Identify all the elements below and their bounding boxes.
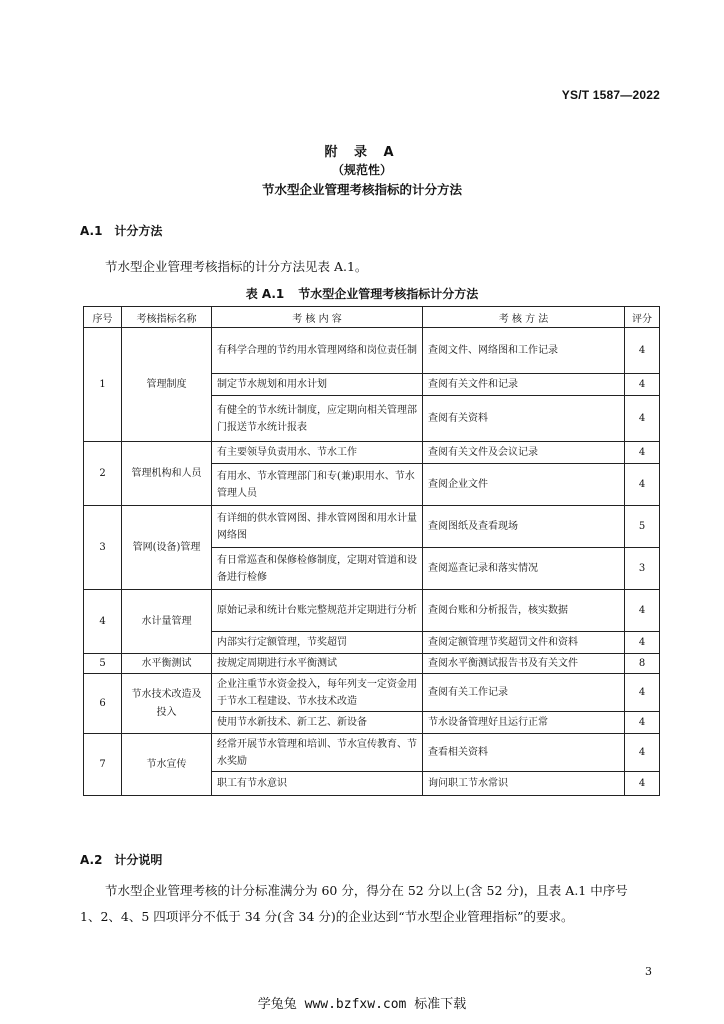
cell-serial-number: 6 [84, 674, 122, 734]
section-a1-title: 计分方法 [114, 224, 163, 238]
cell-content: 有日常巡查和保修检修制度，定期对管道和设备进行检修 [212, 548, 423, 590]
cell-method: 查阅巡查记录和落实情况 [423, 548, 625, 590]
standard-number: YS/T 1587—2022 [561, 88, 660, 102]
cell-serial-number: 2 [84, 442, 122, 506]
cell-indicator-name: 水计量管理 [122, 590, 212, 654]
cell-score: 4 [625, 374, 660, 396]
page-number: 3 [645, 965, 652, 978]
table-row [84, 734, 660, 772]
cell-serial-number: 7 [84, 734, 122, 796]
cell-score: 4 [625, 772, 660, 796]
cell-indicator-name: 管理制度 [122, 328, 212, 442]
appendix-name: 节水型企业管理考核指标的计分方法 [261, 182, 462, 197]
table-row [84, 654, 660, 674]
cell-content: 制定节水规划和用水计划 [212, 374, 423, 396]
section-a2-heading [80, 851, 162, 868]
section-a2-paragraph: 节水型企业管理考核的计分标准满分为 60 分，得分在 52 分以上(含 52 分)，且表 A.1 中序号 1、2、4、5 四项评分不低于 34 分(含 34 分)的企业达到“节水型企业管理指标”的要求。 [80, 883, 628, 924]
cell-score: 4 [625, 328, 660, 374]
cell-method: 询问职工节水常识 [423, 772, 625, 796]
cell-method: 查阅有关文件及会议记录 [423, 442, 625, 464]
cell-method: 查阅定额管理节奖超罚文件和资料 [423, 632, 625, 654]
cell-content: 有用水、节水管理部门和专(兼)职用水、节水管理人员 [212, 464, 423, 506]
cell-content: 有主要领导负责用水、节水工作 [212, 442, 423, 464]
cell-indicator-name: 节水技术改造及投入 [122, 674, 212, 734]
header-cell: 评分 [625, 307, 660, 328]
cell-serial-number: 3 [84, 506, 122, 590]
cell-content: 按规定周期进行水平衡测试 [212, 654, 423, 674]
section-a1-heading [80, 222, 162, 239]
section-a1-paragraph: 节水型企业管理考核指标的计分方法见表 A.1。 [105, 259, 368, 274]
cell-method: 查阅企业文件 [423, 464, 625, 506]
cell-method: 查阅有关文件和记录 [423, 374, 625, 396]
cell-score: 4 [625, 712, 660, 734]
appendix-type: （规范性） [331, 163, 392, 177]
cell-method: 节水设备管理好且运行正常 [423, 712, 625, 734]
cell-score: 8 [625, 654, 660, 674]
cell-method: 查看相关资料 [423, 734, 625, 772]
cell-content: 经常开展节水管理和培训、节水宣传教育、节水奖励 [212, 734, 423, 772]
table-caption-number: 表 A.1 [245, 287, 285, 301]
cell-score: 4 [625, 396, 660, 442]
cell-indicator-name: 管网(设备)管理 [122, 506, 212, 590]
cell-method: 查阅水平衡测试报告书及有关文件 [423, 654, 625, 674]
cell-content: 有健全的节水统计制度，应定期向相关管理部门报送节水统计报表 [212, 396, 423, 442]
header-cell: 考核指标名称 [122, 307, 212, 328]
cell-score: 4 [625, 632, 660, 654]
header-cell: 考 核 内 容 [212, 307, 423, 328]
cell-score: 5 [625, 506, 660, 548]
section-a2-title: 计分说明 [114, 853, 163, 867]
cell-serial-number: 5 [84, 654, 122, 674]
cell-content: 内部实行定额管理，节奖超罚 [212, 632, 423, 654]
cell-content: 企业注重节水资金投入，每年列支一定资金用于节水工程建设、节水技术改造 [212, 674, 423, 712]
table-row [84, 328, 660, 374]
table-row [84, 506, 660, 548]
footer-watermark: 学兔兔 www.bzfxw.com 标准下载 [257, 997, 467, 1012]
cell-method: 查阅有关工作记录 [423, 674, 625, 712]
cell-indicator-name: 节水宣传 [122, 734, 212, 796]
cell-content: 有科学合理的节约用水管理网络和岗位责任制 [212, 328, 423, 374]
cell-score: 4 [625, 590, 660, 632]
cell-serial-number: 4 [84, 590, 122, 654]
cell-score: 4 [625, 674, 660, 712]
cell-content: 职工有节水意识 [212, 772, 423, 796]
cell-serial-number: 1 [84, 328, 122, 442]
cell-score: 4 [625, 442, 660, 464]
table-caption [0, 285, 724, 302]
cell-method: 查阅台账和分析报告，核实数据 [423, 590, 625, 632]
cell-content: 原始记录和统计台账完整规范并定期进行分析 [212, 590, 423, 632]
cell-method: 查阅文件、网络图和工作记录 [423, 328, 625, 374]
cell-indicator-name: 管理机构和人员 [122, 442, 212, 506]
section-a2-number: A.2 [80, 853, 103, 867]
table-row [84, 442, 660, 464]
cell-score: 4 [625, 734, 660, 772]
cell-indicator-name: 水平衡测试 [122, 654, 212, 674]
cell-method: 查阅图纸及查看现场 [423, 506, 625, 548]
table-header-row [84, 307, 660, 328]
cell-method: 查阅有关资料 [423, 396, 625, 442]
cell-score: 4 [625, 464, 660, 506]
section-a1-number: A.1 [80, 224, 103, 238]
appendix-title: 附 录 A [324, 145, 400, 160]
header-cell: 考 核 方 法 [423, 307, 625, 328]
cell-score: 3 [625, 548, 660, 590]
table-caption-title: 节水型企业管理考核指标计分方法 [298, 287, 479, 301]
table-row [84, 590, 660, 632]
table-row [84, 674, 660, 712]
scoring-table [83, 306, 660, 796]
cell-content: 有详细的供水管网图、排水管网图和用水计量网络图 [212, 506, 423, 548]
cell-content: 使用节水新技术、新工艺、新设备 [212, 712, 423, 734]
header-cell: 序号 [84, 307, 122, 328]
